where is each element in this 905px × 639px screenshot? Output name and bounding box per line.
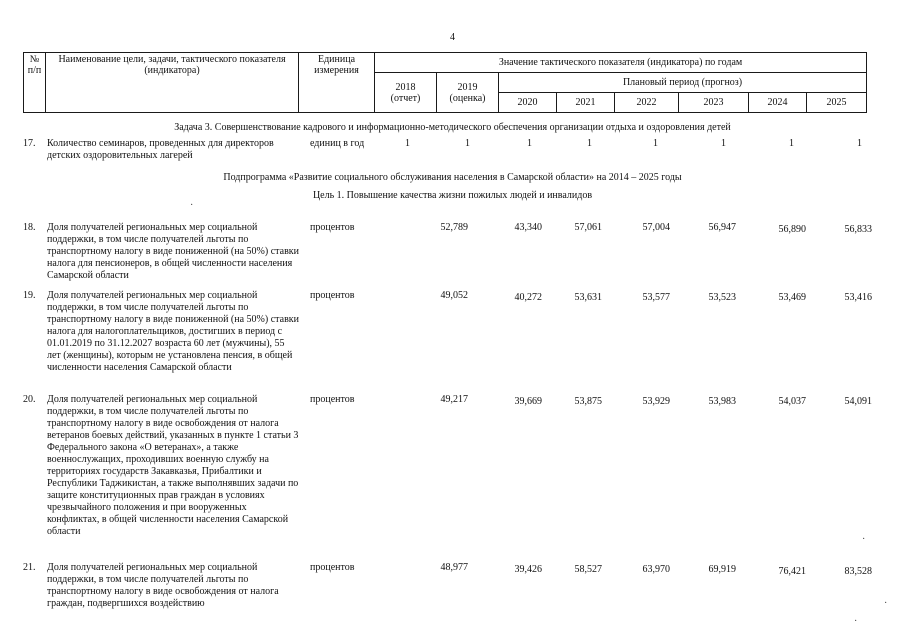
row-20-unit: процентов xyxy=(310,394,355,405)
row-19-value-2022: 53,577 xyxy=(642,292,670,303)
header-year-2024: 2024 xyxy=(749,93,807,113)
row-18-name: Доля получателей региональных мер социальной поддержки, в том числе получателей льготы по транспортному налогу в виде пониженной (на 50%) ставки налога для пенсионеров, в общей численности населения Самарской области xyxy=(47,222,299,281)
row-17-num: 17. xyxy=(23,138,36,149)
row-18-value-2022: 57,004 xyxy=(642,222,670,233)
row-20-value-2022: 53,929 xyxy=(642,396,670,407)
row-20-value-2025: 54,091 xyxy=(844,396,872,407)
row-19-value-2025: 53,416 xyxy=(844,292,872,303)
header-year-2018-note: (отчет) xyxy=(390,92,421,104)
row-17-value-2020: 1 xyxy=(527,138,532,149)
subprogram-heading: Подпрограмма «Развитие социального обслуживания населения в Самарской области» на 2014 – 2025 годы xyxy=(223,172,682,183)
row-21-value-2022: 63,970 xyxy=(642,564,670,575)
header-values-title: Значение тактического показателя (индикатора) по годам xyxy=(375,53,867,73)
header-planned: Плановый период (прогноз) xyxy=(499,73,867,93)
header-num: № п/п xyxy=(24,53,46,113)
row-18-value-2019: 52,789 xyxy=(440,222,468,233)
row-21-unit: процентов xyxy=(310,562,355,573)
row-19-unit: процентов xyxy=(310,290,355,301)
row-20-value-2021: 53,875 xyxy=(574,396,602,407)
header-unit: Единица измерения xyxy=(299,53,375,113)
header-year-2019-note: (оценка) xyxy=(449,92,486,104)
row-21-value-2025: 83,528 xyxy=(844,566,872,577)
row-17-value-2021: 1 xyxy=(587,138,592,149)
row-20-name: Доля получателей региональных мер социальной поддержки, в том числе получателей льготы по транспортному налогу в виде освобождения от налога ветеранов боевых действий, указанных в пункте 1 статьи 3 Федерального закона «О ветеранах», а также военнослужащих, проходивших военную службу на территориях государств Закавказья, Прибалтики и Республики Таджикистан, а также выполнявших задачи по защите конституционных прав граждан в условиях чрезвычайного положения и при вооруженных конфликтах, в общей численности населения Самарской области xyxy=(47,394,299,537)
row-21-num: 21. xyxy=(23,562,36,573)
row-20-value-2024: 54,037 xyxy=(778,396,806,407)
scan-speck: · xyxy=(862,534,866,545)
task-3-heading: Задача 3. Совершенствование кадрового и информационно-методического обеспечения организации отдыха и оздоровления детей xyxy=(174,122,731,133)
row-21-value-2021: 58,527 xyxy=(574,564,602,575)
row-17-value-2018: 1 xyxy=(405,138,410,149)
row-19-value-2024: 53,469 xyxy=(778,292,806,303)
goal-1-heading: Цель 1. Повышение качества жизни пожилых людей и инвалидов xyxy=(312,190,593,201)
row-18-unit: процентов xyxy=(310,222,355,233)
row-21-name: Доля получателей региональных мер социальной поддержки, в том числе получателей льготы по транспортному налогу в виде освобождения от налога граждан, подвергшихся воздействию xyxy=(47,562,279,609)
row-17-value-2025: 1 xyxy=(857,138,862,149)
row-18-value-2023: 56,947 xyxy=(708,222,736,233)
row-18-value-2025: 56,833 xyxy=(844,224,872,235)
row-19-num: 19. xyxy=(23,290,36,301)
row-21-value-2019: 48,977 xyxy=(440,562,468,573)
row-18-value-2021: 57,061 xyxy=(574,222,602,233)
row-19-value-2021: 53,631 xyxy=(574,292,602,303)
row-19-value-2023: 53,523 xyxy=(708,292,736,303)
scan-speck: · xyxy=(190,200,194,211)
row-18-value-2024: 56,890 xyxy=(778,224,806,235)
header-name: Наименование цели, задачи, тактического показателя (индикатора) xyxy=(46,53,299,113)
scan-speck: · xyxy=(884,598,888,609)
row-18-num: 18. xyxy=(23,222,36,233)
row-20-num: 20. xyxy=(23,394,36,405)
header-year-2023: 2023 xyxy=(679,93,749,113)
header-year-2022: 2022 xyxy=(615,93,679,113)
page-number: 4 xyxy=(450,32,455,43)
row-21-value-2023: 69,919 xyxy=(708,564,736,575)
row-17-unit: единиц в год xyxy=(310,138,365,149)
header-year-2025: 2025 xyxy=(807,93,867,113)
header-year-2019-label: 2019 xyxy=(457,81,478,93)
scan-speck: · xyxy=(854,616,858,627)
row-21-value-2024: 76,421 xyxy=(778,566,806,577)
row-17-value-2022: 1 xyxy=(653,138,658,149)
header-year-2020: 2020 xyxy=(499,93,557,113)
row-17-value-2019: 1 xyxy=(465,138,470,149)
row-17-value-2024: 1 xyxy=(789,138,794,149)
row-17-value-2023: 1 xyxy=(721,138,726,149)
row-20-value-2020: 39,669 xyxy=(514,396,542,407)
header-year-2021: 2021 xyxy=(557,93,615,113)
row-19-name: Доля получателей региональных мер социальной поддержки, в том числе получателей льготы по транспортному налогу в виде пониженной (на 50%) ставки налога для налогоплательщиков, достигших в период с 01.01.2019 по 31.12.2027 возраста 60 лет (мужчины), 55 лет (женщины), которым не установлена пенсия, в общей численности населения Самарской области xyxy=(47,290,299,373)
row-18-value-2020: 43,340 xyxy=(514,222,542,233)
row-19-value-2019: 49,052 xyxy=(440,290,468,301)
row-21-value-2020: 39,426 xyxy=(514,564,542,575)
header-year-2018-label: 2018 xyxy=(395,81,416,93)
row-20-value-2023: 53,983 xyxy=(708,396,736,407)
row-20-value-2019: 49,217 xyxy=(440,394,468,405)
row-17-name: Количество семинаров, проведенных для директоров детских оздоровительных лагерей xyxy=(47,138,274,161)
row-19-value-2020: 40,272 xyxy=(514,292,542,303)
